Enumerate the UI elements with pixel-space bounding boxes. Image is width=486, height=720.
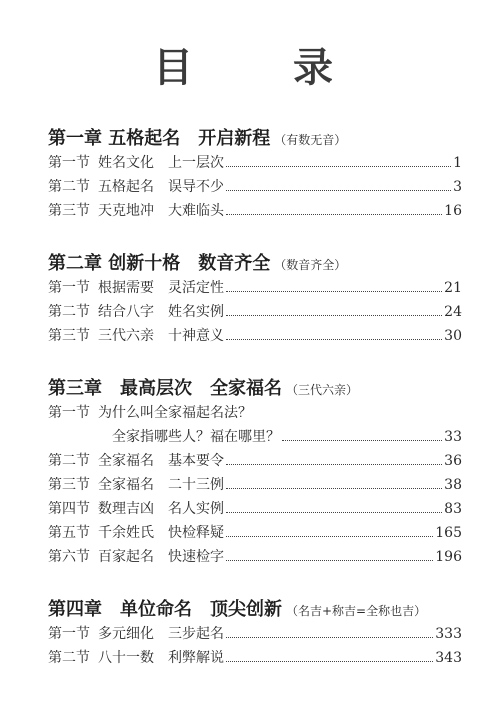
section-title: 多元细化 三步起名 <box>98 626 224 642</box>
page-number: 196 <box>435 549 462 565</box>
section-title: 全家指哪些人？福在哪里？ <box>112 429 280 445</box>
chapter-subtitle: （名吉+称吉=全称也吉） <box>286 604 427 618</box>
chapter-subtitle: （数音齐全） <box>274 258 347 272</box>
section-label: 第一节 <box>48 155 90 171</box>
dot-leader <box>226 464 442 465</box>
dot-leader <box>226 512 442 513</box>
toc-entry[interactable] <box>48 450 462 474</box>
chapter-3 <box>48 374 462 570</box>
chapter-title: 第一章 五格起名 开启新程 <box>48 128 271 149</box>
section-label: 第一节 <box>48 626 90 642</box>
chapter-title: 第二章 创新十格 数音齐全 <box>48 253 271 274</box>
dot-leader <box>226 214 442 215</box>
page-number: 21 <box>444 280 462 296</box>
chapter-heading[interactable] <box>48 374 462 398</box>
page-number: 30 <box>444 328 462 344</box>
chapter-heading[interactable] <box>48 249 462 273</box>
toc-entry[interactable] <box>48 152 462 176</box>
dot-leader <box>226 315 442 316</box>
dot-leader <box>226 488 442 489</box>
section-label: 第二节 <box>48 650 90 666</box>
section-title: 五格起名 误导不少 <box>98 179 224 195</box>
dot-leader <box>226 291 442 292</box>
chapter-2 <box>48 249 462 349</box>
dot-leader <box>226 339 442 340</box>
chapter-heading[interactable] <box>48 595 462 619</box>
page-number: 343 <box>435 650 462 666</box>
page-number: 1 <box>453 155 462 171</box>
page-number: 36 <box>444 453 462 469</box>
section-title: 数理吉凶 名人实例 <box>98 501 224 517</box>
toc-entry[interactable] <box>48 402 462 426</box>
dot-leader <box>226 637 433 638</box>
dot-leader <box>226 560 433 561</box>
chapter-title: 第四章 单位命名 顶尖创新 <box>48 599 282 620</box>
section-title: 天克地冲 大难临头 <box>98 203 224 219</box>
chapter-heading[interactable] <box>48 124 462 148</box>
page-number: 16 <box>444 203 462 219</box>
toc-entry[interactable] <box>48 522 462 546</box>
page-number: 38 <box>444 477 462 493</box>
table-of-contents <box>48 124 462 696</box>
toc-entry[interactable] <box>48 623 462 647</box>
section-label: 第五节 <box>48 525 90 541</box>
section-label: 第二节 <box>48 453 90 469</box>
page-number: 3 <box>453 179 462 195</box>
dot-leader <box>226 166 451 167</box>
section-title: 结合八字 姓名实例 <box>98 304 224 320</box>
section-title: 八十一数 利弊解说 <box>98 650 224 666</box>
section-title: 三代六亲 十神意义 <box>98 328 224 344</box>
page-number: 83 <box>444 501 462 517</box>
page-number: 24 <box>444 304 462 320</box>
dot-leader <box>226 536 433 537</box>
page-number: 333 <box>435 626 462 642</box>
section-label: 第一节 <box>48 405 90 421</box>
page-title: 目 录 <box>153 45 363 91</box>
section-label: 第四节 <box>48 501 90 517</box>
toc-entry[interactable] <box>48 277 462 301</box>
section-title: 百家起名 快速检字 <box>98 549 224 565</box>
chapter-subtitle: （有数无音） <box>274 133 347 147</box>
section-label: 第三节 <box>48 203 90 219</box>
toc-entry-continuation[interactable] <box>48 426 462 450</box>
section-label: 第一节 <box>48 280 90 296</box>
dot-leader <box>226 661 433 662</box>
toc-entry[interactable] <box>48 498 462 522</box>
toc-entry[interactable] <box>48 647 462 671</box>
toc-entry[interactable] <box>48 200 462 224</box>
toc-entry[interactable] <box>48 546 462 570</box>
toc-entry[interactable] <box>48 474 462 498</box>
section-label: 第三节 <box>48 328 90 344</box>
section-title: 全家福名 二十三例 <box>98 477 224 493</box>
page-number: 33 <box>444 429 462 445</box>
dot-leader <box>226 190 451 191</box>
chapter-4 <box>48 595 462 671</box>
section-label: 第三节 <box>48 477 90 493</box>
section-title: 根据需要 灵活定性 <box>98 280 224 296</box>
chapter-1 <box>48 124 462 224</box>
section-label: 第二节 <box>48 304 90 320</box>
dot-leader <box>282 440 442 441</box>
section-title: 姓名文化 上一层次 <box>98 155 224 171</box>
toc-entry[interactable] <box>48 325 462 349</box>
section-title: 为什么叫全家福起名法？ <box>98 405 252 421</box>
chapter-subtitle: （三代六亲） <box>286 383 359 397</box>
chapter-title: 第三章 最高层次 全家福名 <box>48 378 282 399</box>
section-label: 第六节 <box>48 549 90 565</box>
toc-entry[interactable] <box>48 176 462 200</box>
section-title: 千余姓氏 快检释疑 <box>98 525 224 541</box>
section-title: 全家福名 基本要令 <box>98 453 224 469</box>
section-label: 第二节 <box>48 179 90 195</box>
toc-entry[interactable] <box>48 301 462 325</box>
page-number: 165 <box>435 525 462 541</box>
